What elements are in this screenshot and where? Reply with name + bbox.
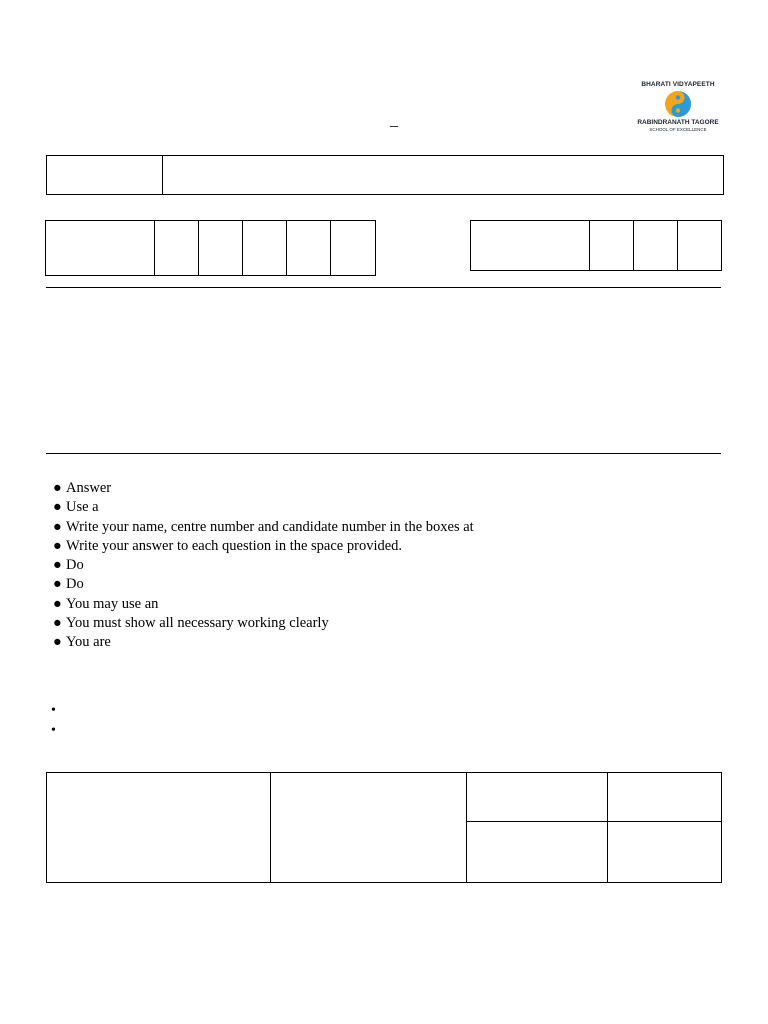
instruction-text: Write your name, centre number and candidate number in the boxes at [66, 518, 474, 535]
candidate-number-cell-divider [589, 220, 590, 271]
bullet-icon: ● [53, 634, 62, 651]
examiner-table [46, 772, 722, 883]
instruction-text: Answer [66, 480, 112, 496]
instruction-item [53, 614, 474, 633]
header-dash: _ [390, 112, 398, 129]
centre-number-cell-divider [242, 220, 243, 276]
instruction-text: Write your answer to each question in the space provided. [66, 537, 403, 554]
centre-number-cell-divider [286, 220, 287, 276]
logo-sub-text: SCHOOL OF EXCELLENCE [649, 127, 707, 132]
information-bullet-icon: • [51, 723, 56, 738]
name-box [46, 155, 724, 195]
bullet-icon: ● [53, 480, 62, 496]
instruction-text: Use a [66, 499, 99, 516]
centre-number-cell-divider [198, 220, 199, 276]
instruction-item [53, 556, 474, 575]
instruction-item [53, 595, 474, 614]
instructions-list [53, 479, 474, 653]
instruction-text: Do [66, 576, 84, 593]
instruction-item [53, 537, 474, 556]
bullet-icon: ● [53, 499, 62, 516]
centre-number-cell-divider [154, 220, 155, 276]
section-divider-top [46, 287, 721, 288]
instruction-text: Do [66, 557, 84, 574]
bullet-icon: ● [53, 615, 62, 632]
logo-emblem-icon [664, 89, 692, 119]
candidate-number-cell-divider [633, 220, 634, 271]
centre-number-box [45, 220, 376, 276]
instruction-item [53, 633, 474, 652]
instruction-item [53, 498, 474, 517]
instruction-item [53, 518, 474, 537]
examiner-table-divider [607, 772, 608, 883]
information-bullet-icon: • [51, 703, 56, 718]
bullet-icon: ● [53, 576, 62, 593]
bullet-icon: ● [53, 557, 62, 574]
instruction-text: You must show all necessary working clearly [66, 615, 329, 632]
instruction-text: You may use an [66, 595, 159, 612]
candidate-number-box [470, 220, 722, 271]
logo-top-text: BHARATI VIDYAPEETH [641, 81, 715, 88]
centre-number-cell-divider [330, 220, 331, 276]
instruction-text: You are [66, 634, 111, 651]
bullet-icon: ● [53, 537, 62, 554]
logo-bottom-text: RABINDRANATH TAGORE [637, 119, 719, 126]
instruction-item [53, 575, 474, 594]
bullet-icon: ● [53, 518, 62, 535]
instruction-item [53, 479, 474, 498]
examiner-table-divider [466, 772, 467, 883]
examiner-table-divider [270, 772, 271, 883]
examiner-table-row-divider [466, 821, 722, 822]
candidate-number-cell-divider [677, 220, 678, 271]
bullet-icon: ● [53, 595, 62, 612]
section-divider-bottom [46, 453, 721, 454]
name-box-divider [162, 155, 163, 195]
